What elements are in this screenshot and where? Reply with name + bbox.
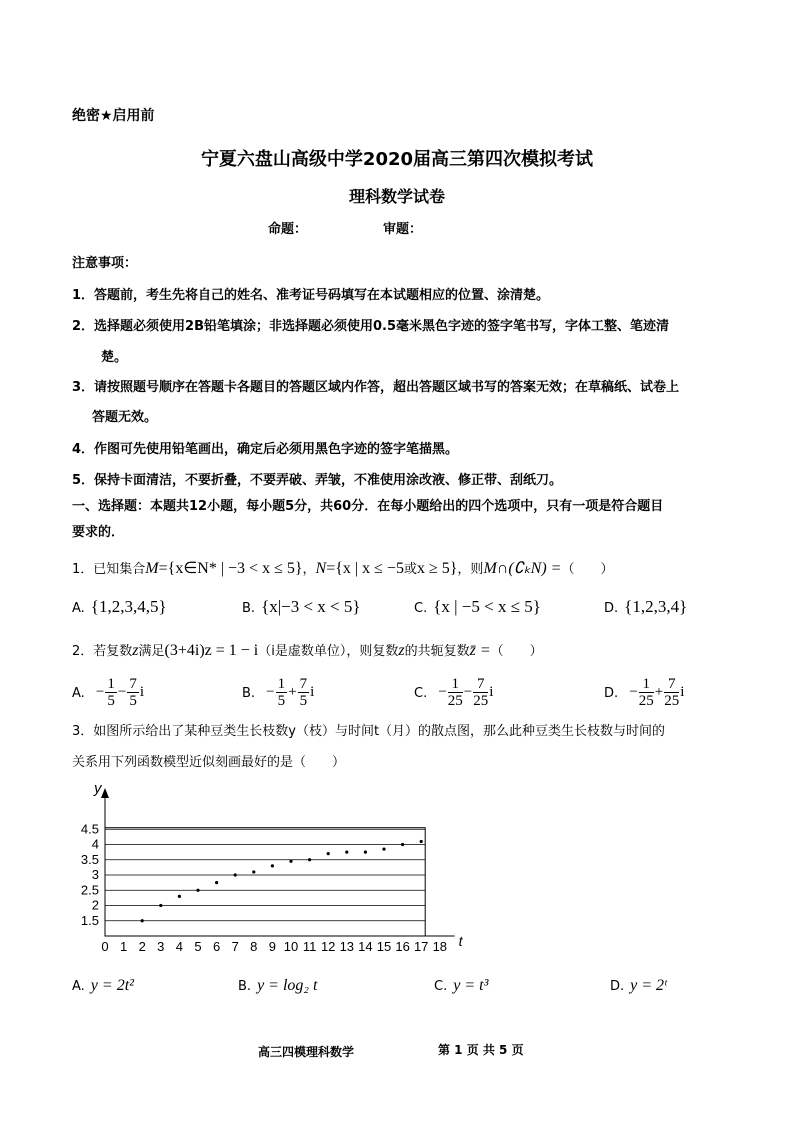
fraction (448, 676, 463, 709)
fraction (127, 676, 139, 709)
q1-set-n-b: x ≥ 5} (416, 560, 458, 577)
note-item: 4．作图可先使用铅笔画出，确定后必须用黑色字迹的签字笔描黑。 (72, 442, 459, 457)
data-point (420, 840, 423, 843)
x-tick-label: 2 (138, 939, 146, 954)
option-label: A. (72, 979, 85, 994)
secret-label: 绝密★启用前 (72, 108, 155, 124)
y-tick-label: 2 (91, 897, 99, 913)
q1-expr: M∩(∁ₖN) = (483, 560, 562, 577)
numerator: 7 (664, 676, 679, 693)
sign: − (95, 684, 105, 700)
sign: − (117, 684, 127, 700)
q1-or: 或 (403, 562, 417, 577)
note-item: 1．答题前，考生先将自己的姓名、准考证号码填写在本试题相应的位置、涂清楚。 (72, 288, 550, 303)
numerator: 1 (639, 676, 654, 693)
denominator: 25 (447, 693, 463, 709)
q3-option-d[interactable] (610, 975, 667, 995)
q1-eq: = (158, 560, 168, 577)
x-tick-label: 8 (250, 939, 258, 954)
option-text: y = 2ᵗ (630, 977, 667, 994)
fraction (298, 676, 310, 709)
data-point (382, 847, 385, 850)
data-point (345, 851, 348, 854)
option-text: {1,2,3,4} (624, 597, 688, 616)
question-3-line2: 关系用下列函数模型近似刻画最好的是（ ） (72, 755, 346, 770)
option-label: B. (242, 686, 256, 701)
data-point (401, 843, 404, 846)
imag-unit: i (139, 684, 144, 700)
data-point (196, 889, 199, 892)
imag-unit: i (680, 684, 685, 700)
y-tick-label: 3.5 (80, 851, 99, 867)
q1-prefix: 1．已知集合 (72, 562, 146, 577)
numerator: 7 (129, 676, 137, 692)
x-tick-label: 5 (194, 939, 202, 954)
x-tick-label: 4 (175, 939, 184, 954)
data-point (327, 852, 330, 855)
imag-unit: i (489, 684, 494, 700)
fraction (473, 676, 488, 709)
plot-frame (105, 828, 425, 936)
q1-then: ，则 (457, 562, 484, 577)
q1-option-c[interactable] (414, 597, 541, 617)
x-tick-label: 14 (358, 939, 373, 954)
note-item: 答题无效。 (92, 410, 158, 425)
q1-option-d[interactable] (604, 597, 687, 617)
q1-set-n-name: N (315, 560, 327, 577)
data-point (308, 858, 311, 861)
y-tick-label: 3 (91, 867, 99, 882)
sign: − (463, 684, 473, 700)
fraction (664, 676, 679, 709)
x-tick-label: 18 (432, 939, 448, 954)
x-tick-label: 12 (320, 939, 336, 954)
reviewer-label: 审题： (383, 222, 423, 237)
q3-option-b[interactable] (238, 975, 317, 995)
q2-z-2: z (398, 642, 405, 659)
x-tick-label: 7 (231, 939, 239, 954)
y-tick-label: 4.5 (80, 821, 99, 837)
numerator: 1 (277, 676, 286, 692)
page-subtitle: 理科数学试卷 (348, 187, 445, 206)
x-tick-label: 13 (339, 939, 355, 954)
option-text: y = t³ (453, 977, 489, 994)
option-label: C. (414, 686, 428, 701)
q2-option-d[interactable] (604, 676, 684, 709)
x-tick-label: 1 (119, 939, 128, 954)
data-point (141, 919, 144, 922)
notes-heading: 注意事项： (72, 256, 138, 271)
author-label: 命题： (268, 222, 308, 237)
x-tick-label: 11 (302, 939, 317, 954)
q2-z: z (132, 642, 139, 659)
option-label: B. (238, 979, 252, 994)
q1-set-m-name: M (145, 560, 159, 577)
question-1 (72, 558, 613, 578)
q3-option-c[interactable] (434, 975, 488, 995)
numerator: 7 (299, 676, 308, 692)
x-tick-label: 10 (283, 939, 299, 954)
sign: + (654, 684, 664, 700)
section-heading: 一、选择题：本题共12小题，每小题5分，共60分．在每小题给出的四个选项中，只有一项是符合题目 (72, 499, 664, 514)
x-tick-label: 3 (157, 939, 165, 954)
data-point (215, 881, 218, 884)
x-tick-label: 16 (395, 939, 410, 954)
x-tick-label: 6 (212, 939, 221, 954)
note-item: 5．保持卡面清洁，不要折叠，不要弄破、弄皱，不准使用涂改液、修正带、刮纸刀。 (72, 473, 563, 488)
note-item: 楚。 (101, 350, 128, 365)
y-axis-label: y (94, 780, 102, 797)
data-point (271, 864, 274, 867)
x-tick-label: 9 (268, 939, 277, 954)
data-point (178, 895, 181, 898)
question-2 (72, 640, 543, 660)
q2-cond: 满足 (138, 644, 165, 659)
q1-set-m: {x∈N* | −3 < x ≤ 5} (167, 560, 303, 577)
q2-paren: （ ） (490, 644, 543, 659)
x-axis-label: t (458, 933, 463, 949)
numerator: 1 (107, 676, 115, 692)
option-text: {1,2,3,4,5} (90, 597, 167, 616)
denominator: 5 (107, 693, 115, 709)
q1-paren: （ ） (561, 562, 614, 577)
option-text: {x | −5 < x ≤ 5} (433, 597, 541, 616)
page-title: 宁夏六盘山高级中学2020届高三第四次模拟考试 (200, 149, 594, 170)
option-label: C. (414, 601, 428, 616)
sign: − (266, 684, 275, 700)
q1-set-n-a: {x | x ≤ −5 (335, 560, 404, 577)
fraction (105, 676, 117, 709)
denominator: 25 (638, 693, 654, 709)
q1-eq-2: = (326, 560, 336, 577)
q1-option-b[interactable] (242, 597, 361, 617)
q2-conj-text: 的共轭复数 (404, 644, 470, 659)
note-item: 3．请按照题号顺序在答题卡各题目的答题区域内作答，超出答题区域书写的答案无效；在草稿纸、试卷上 (72, 380, 680, 395)
option-label: B. (242, 601, 256, 616)
scatter-chart (70, 778, 470, 958)
imag-unit: i (310, 684, 315, 700)
y-tick-label: 4 (91, 836, 99, 852)
data-point (234, 873, 237, 876)
option-text: y = log₂ t (257, 977, 318, 994)
q2-option-c[interactable] (414, 676, 493, 709)
denominator: 25 (664, 693, 680, 709)
note-item: 2．选择题必须使用2B铅笔填涂；非选择题必须使用0.5毫米黑色字迹的签字笔书写，字体工整、笔迹清 (72, 319, 670, 334)
option-label: A. (72, 686, 85, 701)
data-point (364, 851, 367, 854)
footer-page: 第 1 页 共 5 页 (438, 1043, 524, 1057)
q2-equation: (3+4i)z = 1 − i (164, 642, 259, 659)
fraction (639, 676, 654, 709)
x-tick-label: 17 (413, 939, 429, 954)
question-3-line1: 3．如图所示给出了某种豆类生长枝数y（枝）与时间t（月）的散点图，那么此种豆类生长枝数与时间的 (72, 724, 666, 739)
sign: + (288, 684, 297, 700)
option-text: y = 2t² (90, 977, 134, 994)
denominator: 25 (473, 693, 489, 709)
denominator: 5 (277, 693, 286, 709)
y-tick-label: 1.5 (80, 912, 99, 928)
section-heading-cont: 要求的． (72, 525, 125, 540)
q2-prefix: 2．若复数 (72, 644, 133, 659)
q2-option-b[interactable] (242, 676, 314, 709)
footer-left: 高三四模理科数学 (258, 1045, 355, 1059)
option-label: A. (72, 601, 85, 616)
y-tick-label: 2.5 (80, 882, 99, 898)
q2-note: （i是虚数单位），则复数 (258, 644, 399, 659)
y-axis-arrow (101, 788, 109, 798)
option-label: D. (604, 601, 619, 616)
data-point (252, 870, 255, 873)
option-label: C. (434, 979, 448, 994)
numerator: 7 (473, 676, 488, 693)
sign: − (438, 684, 447, 700)
data-point (289, 860, 292, 863)
x-tick-label: 0 (101, 939, 109, 954)
denominator: 5 (129, 693, 137, 709)
q1-sep: ， (302, 562, 316, 577)
denominator: 5 (299, 693, 308, 709)
sign: − (629, 684, 638, 700)
fraction (276, 676, 288, 709)
option-text: {x|−3 < x < 5} (261, 597, 361, 616)
q2-option-a[interactable] (72, 676, 144, 709)
option-label: D. (610, 979, 625, 994)
q1-option-a[interactable] (72, 597, 167, 617)
x-tick-label: 15 (376, 939, 392, 954)
data-point (159, 904, 162, 907)
option-label: D. (604, 686, 619, 701)
q3-option-a[interactable] (72, 975, 134, 995)
q2-zbar: z̄ = (469, 642, 491, 659)
numerator: 1 (448, 676, 463, 693)
